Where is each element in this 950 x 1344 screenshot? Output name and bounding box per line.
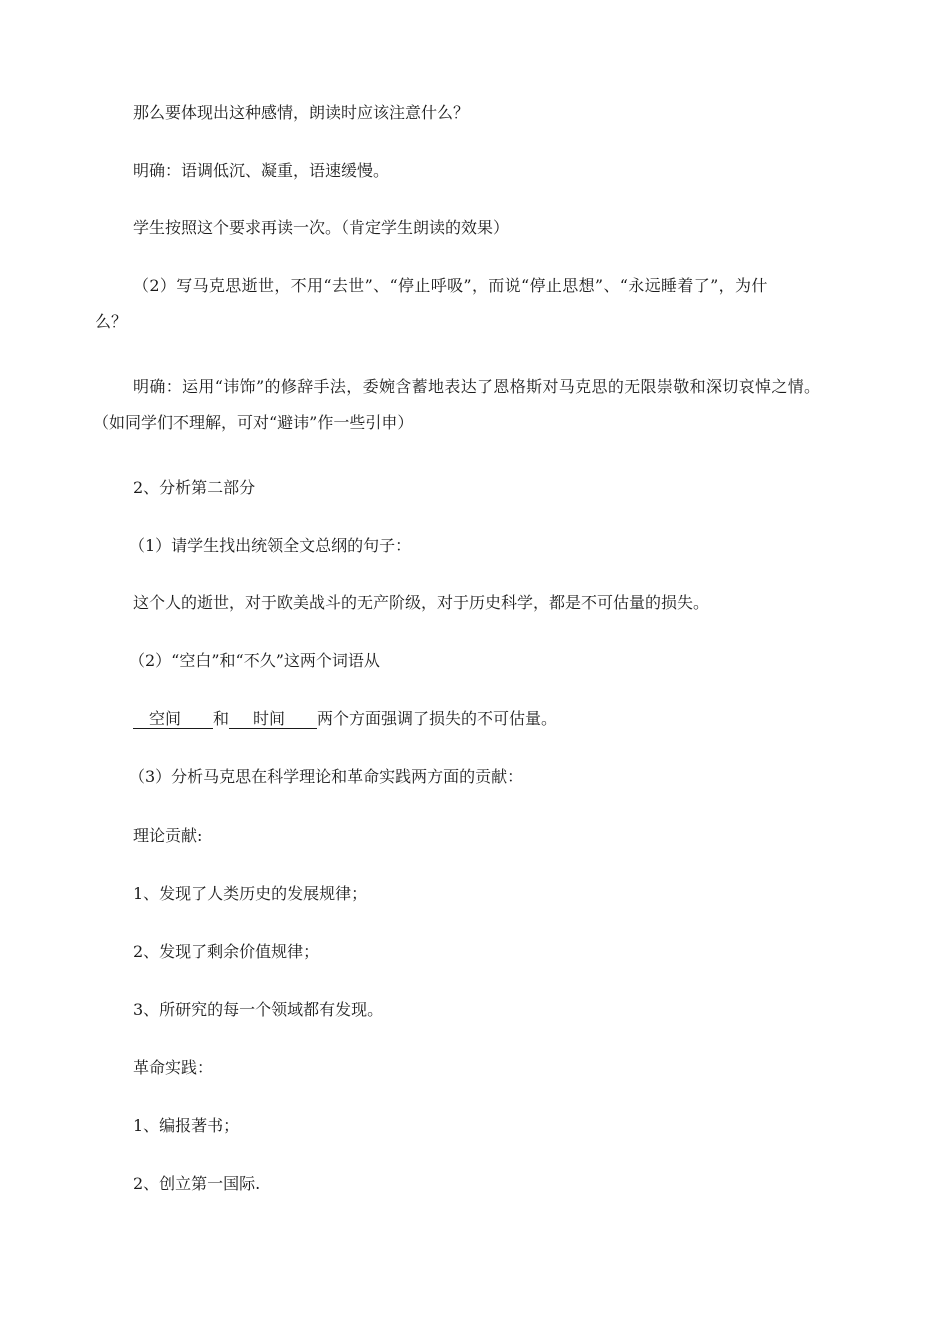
- paragraph-blank-question: （2）“空白”和“不久”这两个词语从: [129, 651, 380, 670]
- heading-theory-contributions: 理论贡献:: [133, 826, 203, 845]
- list-item-practice-2: 2、创立第一国际.: [133, 1174, 261, 1193]
- question-2-line-1: （2）写马克思逝世，不用“去世”、“停止呼吸”，而说“停止思想”、“永远睡着了”，为什: [133, 276, 768, 295]
- paragraph-summary-sentence: 这个人的逝世，对于欧美战斗的无产阶级，对于历史科学，都是不可估量的损失。: [133, 593, 710, 612]
- paragraph-answer-tone: 明确：语调低沉、凝重，语速缓慢。: [133, 161, 390, 180]
- list-item-theory-2: 2、发现了剩余价值规律；: [133, 942, 320, 961]
- section-heading-part-2: 2、分析第二部分: [133, 478, 256, 497]
- blank-connector: 和: [213, 709, 230, 728]
- list-item-theory-3: 3、所研究的每一个领域都有发现。: [133, 1000, 384, 1019]
- paragraph-reread-instruction: 学生按照这个要求再读一次。（肯定学生朗读的效果）: [133, 218, 510, 237]
- paragraph-fill-in-blanks: [133, 709, 557, 729]
- question-2-line-2: 么？: [95, 312, 128, 331]
- euphemism-answer-line-2: （如同学们不理解，可对“避讳”作一些引申）: [93, 413, 414, 432]
- paragraph-question-2: [95, 276, 855, 332]
- euphemism-answer-line-1: 明确：运用“讳饰”的修辞手法，委婉含蓄地表达了恩格斯对马克思的无限崇敬和深切哀悼之情。: [133, 377, 821, 396]
- paragraph-reading-question: 那么要体现出这种感情，朗读时应该注意什么？: [133, 103, 470, 122]
- blank-1-answer: 空间: [149, 709, 182, 728]
- paragraph-contributions-question: （3）分析马克思在科学理论和革命实践两方面的贡献：: [129, 767, 524, 786]
- paragraph-find-summary-sentence: （1）请学生找出统领全文总纲的句子：: [129, 536, 412, 555]
- heading-revolutionary-practice: 革命实践：: [133, 1058, 214, 1077]
- blank-2: [229, 710, 317, 729]
- list-item-theory-1: 1、发现了人类历史的发展规律；: [133, 884, 368, 903]
- paragraph-euphemism-answer: [95, 377, 855, 433]
- blank-1: [133, 710, 213, 729]
- blank-2-answer: 时间: [253, 709, 286, 728]
- list-item-practice-1: 1、编报著书；: [133, 1116, 240, 1135]
- blank-tail-text: 两个方面强调了损失的不可估量。: [317, 709, 558, 728]
